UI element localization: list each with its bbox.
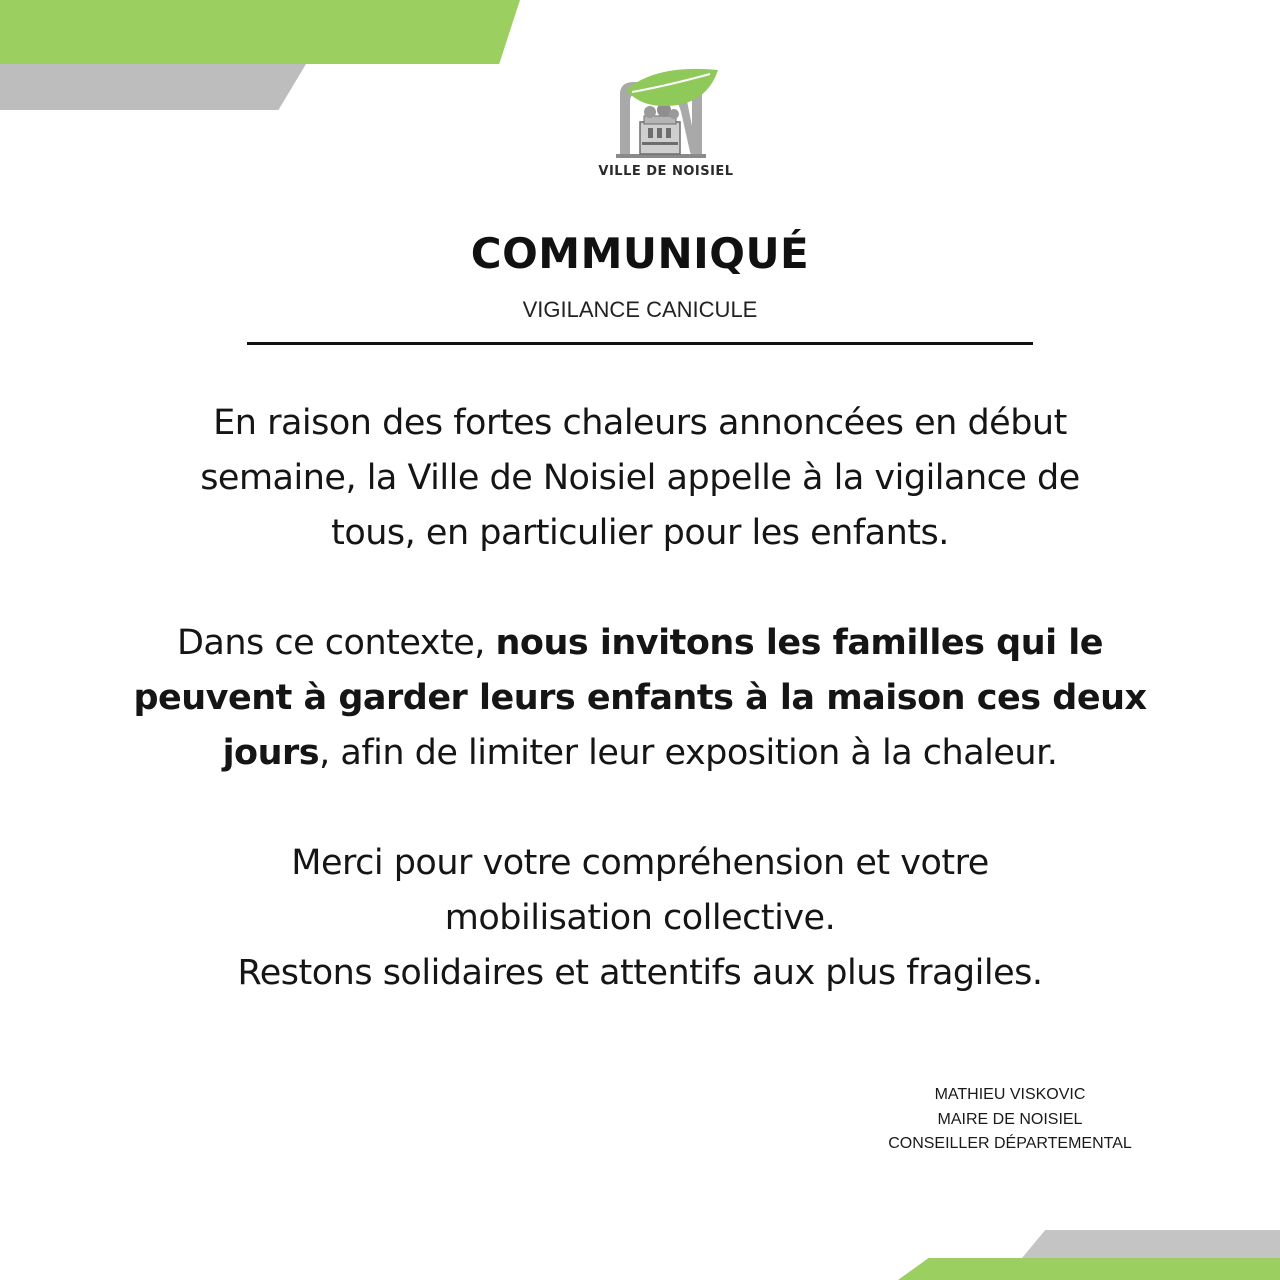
signatory-role: CONSEILLER DÉPARTEMENTAL — [888, 1135, 1132, 1152]
body-line-bold: peuvent à garder leurs enfants à la maison ces deux — [133, 678, 1147, 718]
body-line: En raison des fortes chaleurs annoncées en début — [213, 403, 1067, 443]
body-text: , afin de limiter leur exposition à la chaleur. — [319, 733, 1058, 773]
body-line: Restons solidaires et attentifs aux plus fragiles. — [237, 953, 1043, 993]
city-logo — [596, 66, 736, 186]
title-divider — [247, 342, 1033, 345]
signatory-name: MATHIEU VISKOVIC — [934, 1086, 1086, 1103]
body-line: semaine, la Ville de Noisiel appelle à la vigilance de — [200, 458, 1080, 498]
body-line — [90, 616, 1190, 671]
paragraph-thanks — [90, 836, 1190, 1001]
paragraph-heatwave-notice — [90, 396, 1190, 561]
body-text-bold: nous invitons les familles qui le — [495, 623, 1104, 663]
signatory-role: MAIRE DE NOISIEL — [937, 1110, 1083, 1128]
top-left-gray-band — [0, 64, 306, 110]
body-line: mobilisation collective. — [444, 898, 836, 938]
signature-block — [860, 1083, 1160, 1157]
bottom-right-gray-band — [1022, 1230, 1280, 1258]
logo-text: VILLE DE NOISIEL — [598, 164, 734, 179]
bottom-right-green-band — [898, 1258, 1280, 1280]
body-line — [90, 726, 1190, 781]
page-title: COMMUNIQUÉ — [470, 229, 810, 278]
body-text-bold: jours — [222, 733, 320, 773]
communique-body — [90, 396, 1190, 1001]
city-emblem-icon — [606, 66, 726, 162]
top-left-green-band — [0, 0, 520, 64]
body-line: tous, en particulier pour les enfants. — [331, 513, 949, 553]
page-subtitle: VIGILANCE CANICULE — [522, 297, 758, 322]
body-text: Dans ce contexte, — [176, 623, 496, 663]
body-line: Merci pour votre compréhension et votre — [291, 843, 989, 883]
paragraph-family-invitation — [90, 616, 1190, 781]
